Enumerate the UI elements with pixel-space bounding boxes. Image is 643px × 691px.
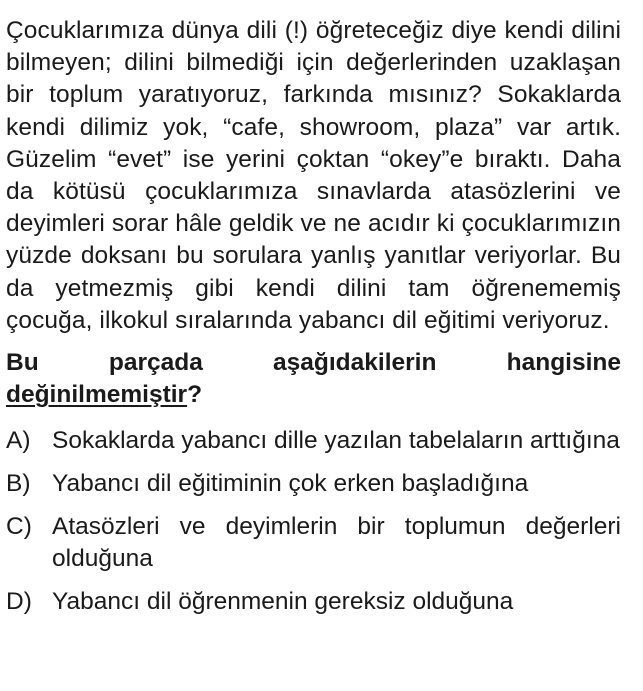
option-letter: D) [6,588,32,616]
option-letter: B) [6,470,31,498]
option-c[interactable] [6,511,621,575]
question-emphasis: değinilmemiştir [6,381,188,409]
option-d[interactable] [6,586,621,618]
question-stem [6,347,621,411]
option-letter: C) [6,513,32,541]
option-b[interactable] [6,468,621,500]
option-letter: A) [6,427,31,455]
option-text: Yabancı dil öğrenmenin gereksiz olduğuna [52,588,514,616]
question-suffix: ? [187,381,203,409]
option-text: Sokaklarda yabancı dille yazılan tabelaların arttığına [52,427,620,455]
option-a[interactable] [6,425,621,457]
option-text: Atasözleri ve deyimlerin bir toplumun değerleri olduğuna [52,513,621,573]
question-prefix: Bu parçada aşağıdakilerin hangisine [6,349,621,377]
option-text: Yabancı dil eğitiminin çok erken başladığına [52,470,529,498]
reading-passage: Çocuklarımıza dünya dili (!) öğreteceğiz diye kendi dilini bilmeyen; dilini bilmediği için değerlerinden uzaklaşan bir toplum yaratıyoruz, farkında mısınız? Sokaklarda kendi dilimiz yok, “cafe, showroom, plaza” var artık. Güzelim “evet” ise yerini çoktan “okey”e bıraktı. Daha da kötüsü çocuklarımıza sınavlarda atasözlerini ve deyimleri sorar hâle geldik ve ne acıdır ki çocuklarımızın yüzde doksanı bu sorulara yanlış yanıtlar veriyorlar. Bu da yetmezmiş gibi kendi dilini tam öğrenememiş çocuğa, ilkokul sıralarında yabancı dil eğitimi veriyoruz. [6,17,621,334]
answer-options [6,425,621,618]
